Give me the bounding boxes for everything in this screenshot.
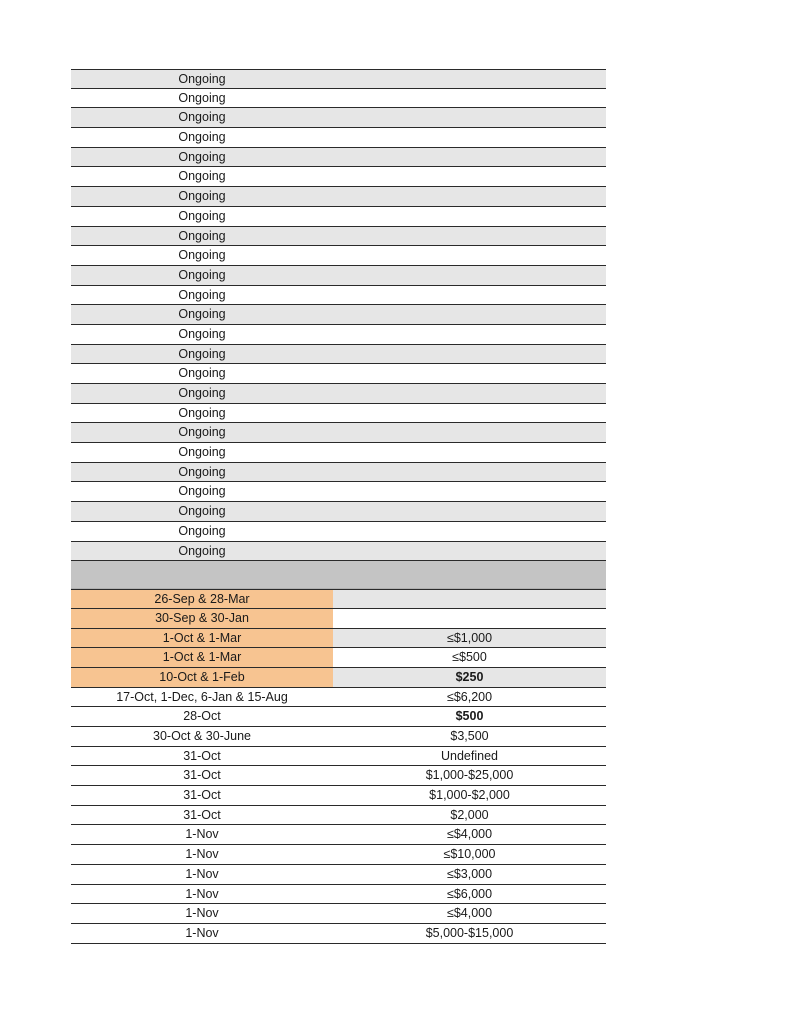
- table-row: [71, 885, 606, 905]
- amount-cell: [333, 502, 606, 521]
- table-row: [71, 727, 606, 747]
- amount-cell: ≤$6,200: [446, 689, 493, 704]
- date-cell: Ongoing: [178, 366, 226, 381]
- table-row: [71, 629, 606, 649]
- amount-cell: $250: [455, 669, 484, 684]
- date-cell: Ongoing: [178, 405, 226, 420]
- table-row: [71, 542, 606, 562]
- date-cell: 31-Oct: [183, 748, 221, 763]
- date-cell: Ongoing: [178, 307, 226, 322]
- table-row: [71, 747, 606, 767]
- ongoing-rows-block: [71, 69, 606, 561]
- table-row: [71, 865, 606, 885]
- date-cell: Ongoing: [178, 464, 226, 479]
- date-cell: 10-Oct & 1-Feb: [71, 668, 333, 687]
- table-row: [71, 482, 606, 502]
- date-cell: Ongoing: [178, 228, 226, 243]
- amount-cell: $2,000: [450, 807, 489, 822]
- date-cell: Ongoing: [178, 169, 226, 184]
- table-row: [71, 825, 606, 845]
- amount-cell: ≤$1,000: [446, 630, 493, 645]
- table-row: [71, 246, 606, 266]
- amount-cell: [333, 384, 606, 403]
- amount-cell: [333, 482, 606, 501]
- amount-cell: [333, 89, 606, 108]
- date-cell: 28-Oct: [183, 709, 221, 724]
- amount-cell: $3,500: [450, 729, 489, 743]
- table-row: [71, 89, 606, 109]
- date-cell: 1-Nov: [185, 906, 219, 921]
- date-cell: 1-Oct & 1-Mar: [71, 648, 333, 667]
- date-cell: 1-Nov: [185, 847, 219, 862]
- table-row: [71, 786, 606, 806]
- table-row: [71, 345, 606, 365]
- amount-cell: ≤$4,000: [446, 906, 493, 921]
- amount-cell: [333, 609, 606, 628]
- date-cell: 1-Nov: [185, 925, 219, 940]
- date-cell: 1-Nov: [185, 886, 219, 901]
- table-row: [71, 845, 606, 865]
- amount-cell: [333, 325, 606, 344]
- amount-cell: [333, 70, 606, 88]
- amount-cell: [333, 207, 606, 226]
- date-cell: Ongoing: [178, 267, 226, 282]
- date-cell: Ongoing: [178, 208, 226, 223]
- table-row: [71, 207, 606, 227]
- spreadsheet-table: [71, 69, 606, 944]
- date-cell: Ongoing: [178, 445, 226, 460]
- table-row: [71, 187, 606, 207]
- date-cell: Ongoing: [178, 425, 226, 440]
- amount-cell: [333, 246, 606, 265]
- date-cell: 26-Sep & 28-Mar: [71, 590, 333, 608]
- table-row: [71, 266, 606, 286]
- amount-cell: [333, 286, 606, 305]
- date-cell: Ongoing: [178, 484, 226, 499]
- amount-cell: [333, 128, 606, 147]
- amount-cell: [333, 108, 606, 127]
- amount-cell: [333, 404, 606, 423]
- table-row: [71, 443, 606, 463]
- table-row: [71, 364, 606, 384]
- table-row: [71, 227, 606, 247]
- date-cell: Ongoing: [178, 504, 226, 519]
- table-row: [71, 423, 606, 443]
- section-divider-band: [71, 561, 606, 589]
- date-cell: 1-Oct & 1-Mar: [71, 629, 333, 648]
- date-cell: Ongoing: [178, 346, 226, 361]
- table-row: [71, 589, 606, 609]
- date-cell: 31-Oct: [183, 788, 221, 803]
- amount-cell: [333, 227, 606, 246]
- amount-cell: ≤$6,000: [446, 886, 493, 901]
- date-cell: 17-Oct, 1-Dec, 6-Jan & 15-Aug: [116, 689, 288, 704]
- amount-cell: [333, 187, 606, 206]
- amount-cell: ≤$10,000: [443, 847, 496, 862]
- table-row: [71, 167, 606, 187]
- table-row: [71, 904, 606, 924]
- amount-cell: [333, 148, 606, 167]
- date-cell: Ongoing: [178, 248, 226, 263]
- amount-cell: [333, 443, 606, 462]
- amount-cell: [333, 522, 606, 541]
- amount-cell: $1,000-$2,000: [429, 788, 510, 803]
- table-row: [71, 128, 606, 148]
- table-row: [71, 404, 606, 424]
- amount-cell: [333, 463, 606, 482]
- table-row: [71, 707, 606, 727]
- date-cell: Ongoing: [178, 287, 226, 302]
- table-row: [71, 806, 606, 826]
- date-cell: Ongoing: [178, 326, 226, 341]
- table-row: [71, 325, 606, 345]
- table-row: [71, 688, 606, 708]
- date-cell: Ongoing: [178, 90, 226, 105]
- date-cell: Ongoing: [178, 110, 226, 125]
- date-cell: 31-Oct: [183, 768, 221, 783]
- amount-cell: [333, 345, 606, 364]
- table-row: [71, 609, 606, 629]
- date-cell: 31-Oct: [183, 807, 221, 822]
- table-row: [71, 69, 606, 89]
- amount-cell: [333, 542, 606, 561]
- amount-cell: Undefined: [441, 748, 498, 763]
- amount-cell: ≤$500: [452, 650, 487, 665]
- table-row: [71, 108, 606, 128]
- date-cell: Ongoing: [178, 130, 226, 145]
- date-cell: Ongoing: [178, 523, 226, 538]
- date-cell: Ongoing: [178, 189, 226, 204]
- date-cell: 1-Nov: [185, 827, 219, 842]
- amount-cell: $5,000-$15,000: [425, 925, 514, 940]
- table-row: [71, 463, 606, 483]
- table-row: [71, 305, 606, 325]
- amount-cell: [333, 266, 606, 285]
- table-row: [71, 502, 606, 522]
- amount-cell: [333, 590, 606, 608]
- table-row: [71, 522, 606, 542]
- table-row: [71, 148, 606, 168]
- amount-cell: [333, 167, 606, 186]
- date-cell: Ongoing: [178, 386, 226, 400]
- table-row: [71, 286, 606, 306]
- amount-cell: [333, 305, 606, 324]
- amount-cell: $1,000-$25,000: [425, 768, 514, 783]
- date-cell: 30-Oct & 30-June: [153, 729, 251, 743]
- table-row: [71, 668, 606, 688]
- date-cell: Ongoing: [178, 543, 226, 558]
- amount-cell: ≤$4,000: [446, 827, 493, 842]
- table-row: [71, 924, 606, 944]
- amount-cell: [333, 423, 606, 442]
- date-cell: 1-Nov: [185, 866, 219, 881]
- date-cell: Ongoing: [178, 72, 226, 86]
- date-cell: 30-Sep & 30-Jan: [71, 609, 333, 628]
- amount-cell: $500: [455, 709, 484, 724]
- date-cell: Ongoing: [178, 149, 226, 164]
- amount-cell: [333, 364, 606, 383]
- table-row: [71, 648, 606, 668]
- table-row: [71, 766, 606, 786]
- table-row: [71, 384, 606, 404]
- dated-rows-block: [71, 589, 606, 943]
- amount-cell: ≤$3,000: [446, 866, 493, 881]
